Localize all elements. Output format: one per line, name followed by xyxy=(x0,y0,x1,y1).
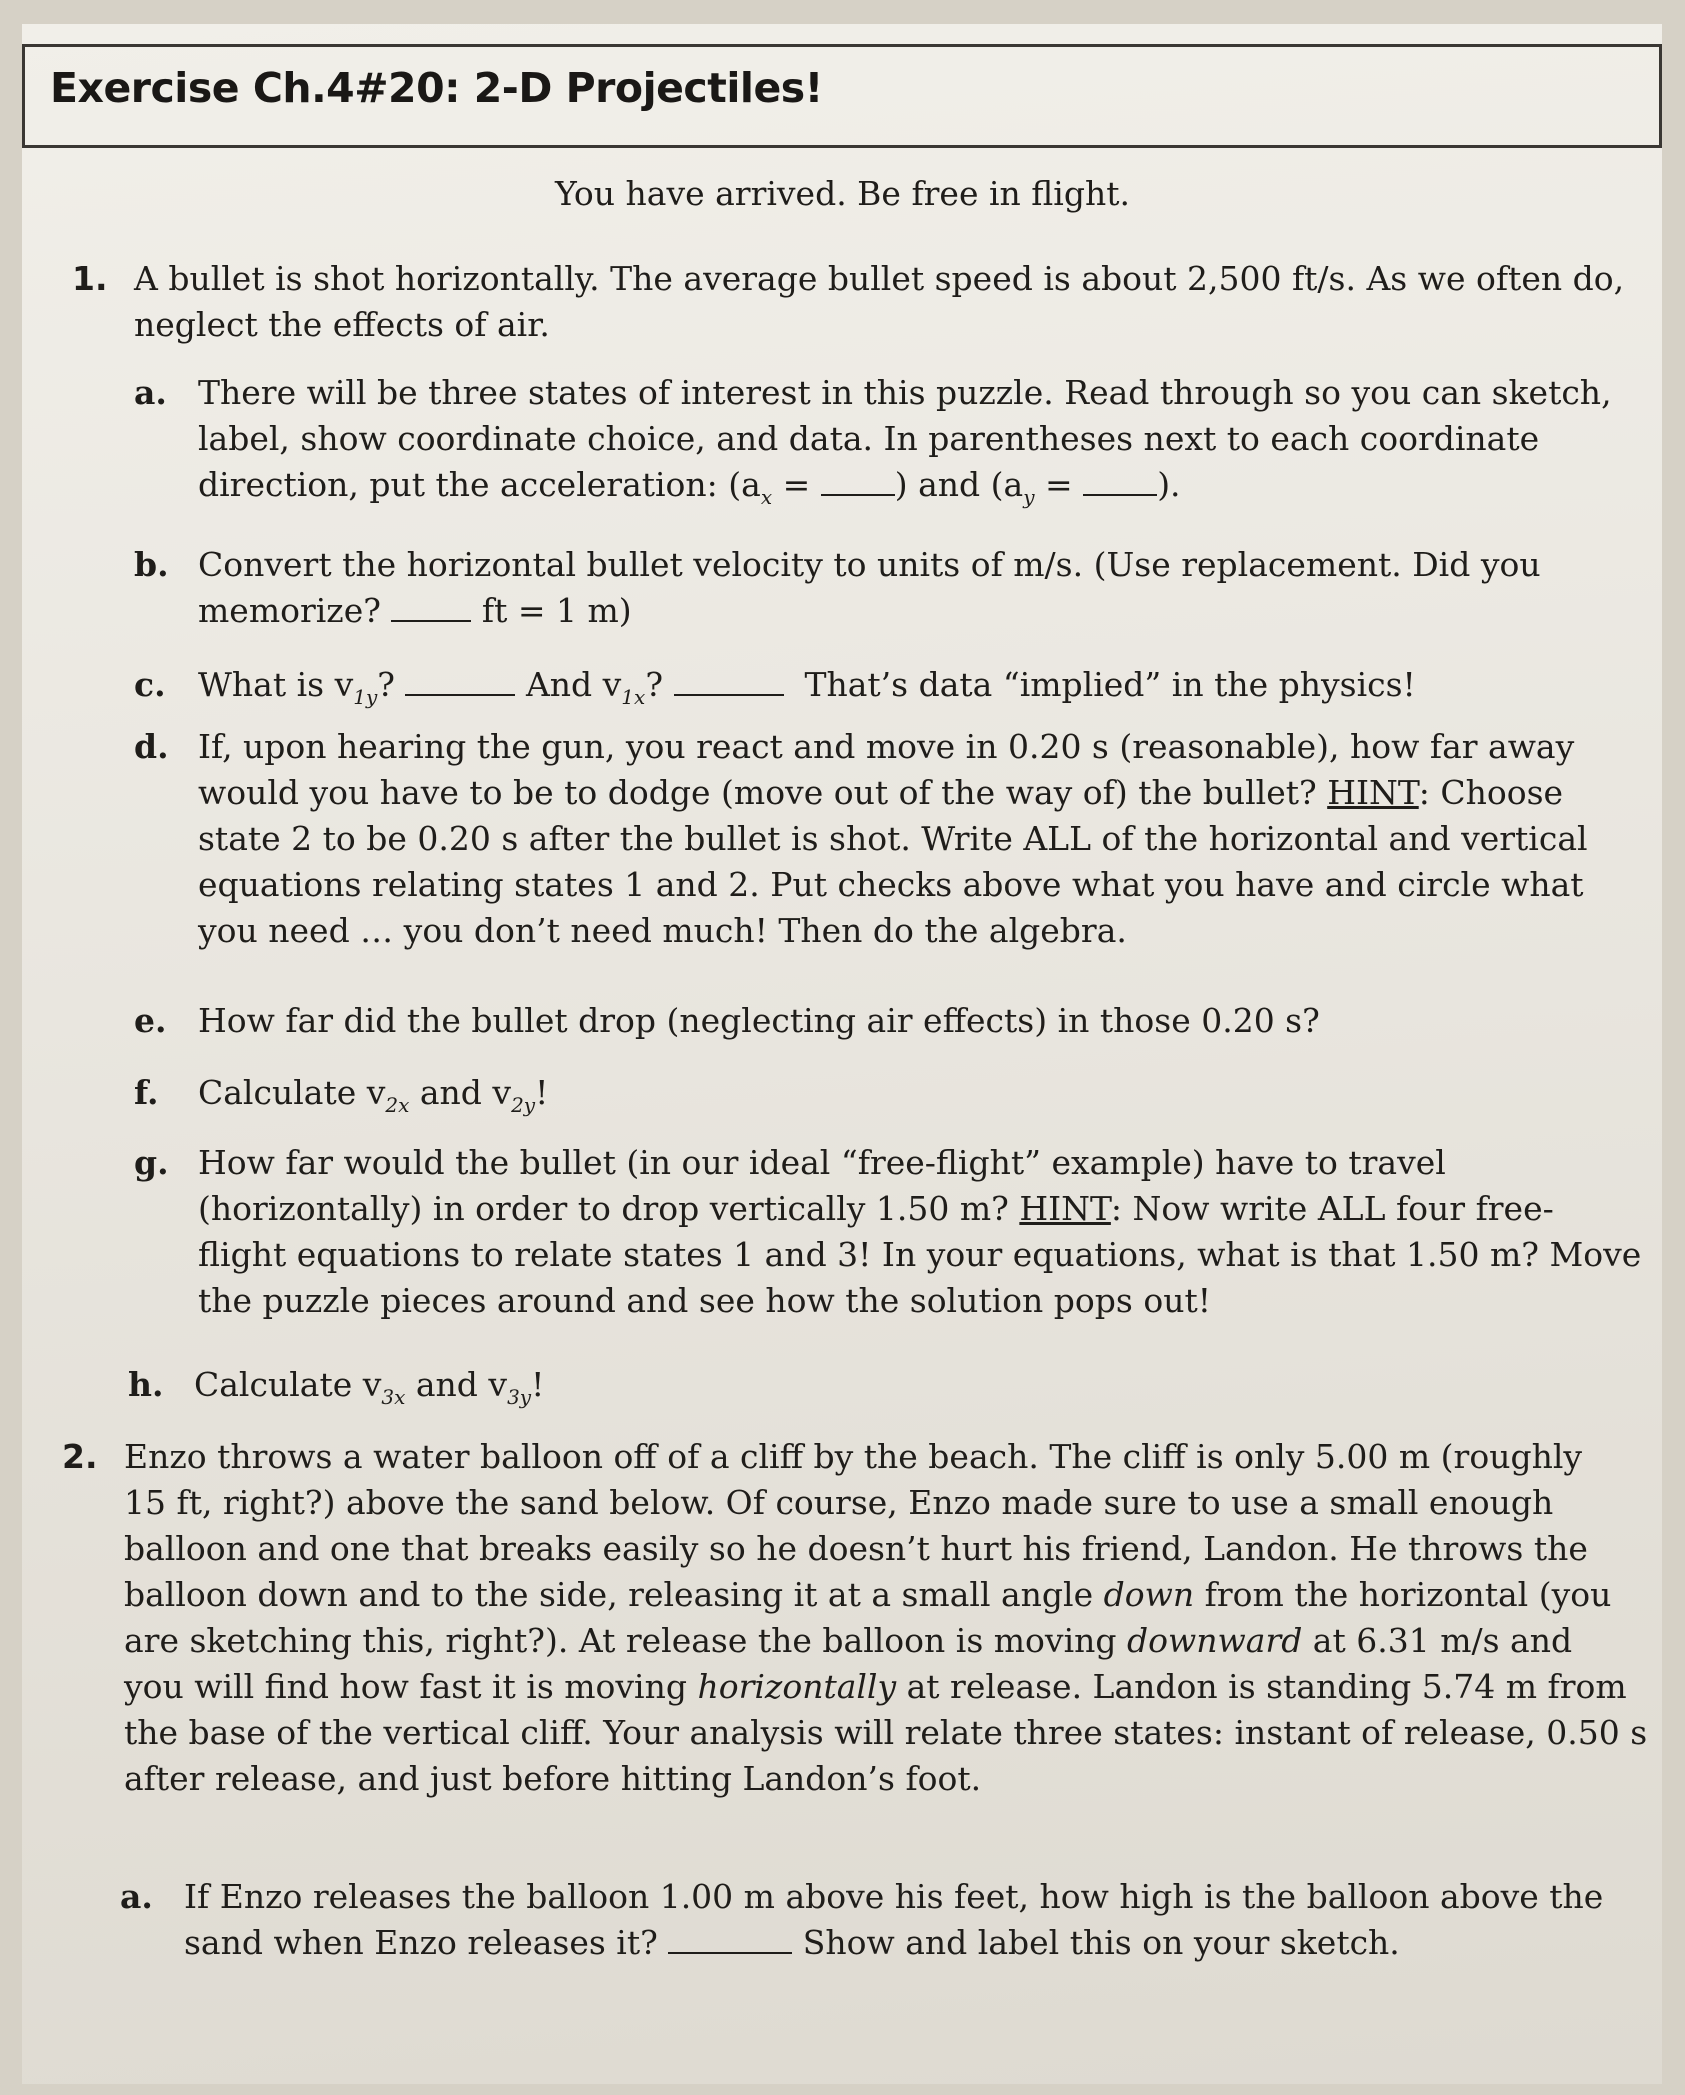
part-text: If Enzo releases the balloon 1.00 m above his feet, how high is the balloon above the xyxy=(184,1877,1604,1916)
part-text: Show and label this on your sketch. xyxy=(792,1923,1400,1962)
answer-blank[interactable] xyxy=(668,1922,792,1954)
part-text: : Now write ALL four free- xyxy=(1110,1189,1554,1228)
part-letter: b. xyxy=(134,545,169,584)
subscript: x xyxy=(760,485,773,509)
part-letter: e. xyxy=(134,1001,167,1040)
part-text: There will be three states of interest in this puzzle. Read through so you can sketch, xyxy=(198,373,1612,412)
problem-text: 15 ft, right?) above the sand below. Of course, Enzo made sure to use a small enough xyxy=(124,1483,1554,1522)
equals: = xyxy=(1034,465,1084,504)
problem-text: neglect the effects of air. xyxy=(134,305,550,344)
part-text: would you have to be to dodge (move out of the way of) the bullet? xyxy=(198,773,1328,812)
part-letter: c. xyxy=(134,665,166,704)
part-text: flight equations to relate states 1 and 3! In your equations, what is that 1.50 m? Move xyxy=(198,1235,1642,1274)
subscript: 1x xyxy=(621,685,646,709)
part-letter: a. xyxy=(134,373,167,412)
problem-number: 1. xyxy=(72,259,108,298)
part-text: ! xyxy=(531,1365,545,1404)
part-text: And v xyxy=(515,665,622,704)
problem-text: after release, and just before hitting Landon’s foot. xyxy=(124,1759,982,1798)
part-text: ) and (a xyxy=(894,465,1024,504)
answer-blank[interactable] xyxy=(1083,464,1157,496)
problem-text: are sketching this, right?). At release the balloon is moving xyxy=(124,1621,1127,1660)
question-mark: ? xyxy=(645,665,674,704)
part-text: ft = 1 m) xyxy=(471,591,632,630)
problem-text: at release. Landon is standing 5.74 m from xyxy=(896,1667,1627,1706)
part-text: Calculate v xyxy=(194,1365,382,1404)
subtitle: You have arrived. Be free in flight. xyxy=(555,174,1130,213)
part-text: How far did the bullet drop (neglecting air effects) in those 0.20 s? xyxy=(198,1001,1320,1040)
part-text: ). xyxy=(1157,465,1181,504)
part-text: If, upon hearing the gun, you react and move in 0.20 s (reasonable), how far away xyxy=(198,727,1575,766)
emphasis: downward xyxy=(1127,1621,1303,1660)
problem-number: 2. xyxy=(62,1437,98,1476)
answer-blank[interactable] xyxy=(821,464,895,496)
problem-text: Enzo throws a water balloon off of a cliff by the beach. The cliff is only 5.00 m (roughly xyxy=(124,1437,1583,1476)
subscript: 2x xyxy=(385,1093,410,1117)
part-text: : Choose xyxy=(1418,773,1564,812)
subscript: 3y xyxy=(507,1385,532,1409)
part-text: the puzzle pieces around and see how the solution pops out! xyxy=(198,1281,1211,1320)
part-text: (horizontally) in order to drop vertically 1.50 m? xyxy=(198,1189,1020,1228)
problem-text: from the horizontal (you xyxy=(1194,1575,1612,1614)
hint-label: HINT xyxy=(1019,1189,1111,1228)
part-text: ! xyxy=(535,1073,549,1112)
part-text: sand when Enzo releases it? xyxy=(184,1923,669,1962)
part-text: What is v xyxy=(198,665,354,704)
part-text: label, show coordinate choice, and data. In parentheses next to each coordinate xyxy=(198,419,1540,458)
hint-label: HINT xyxy=(1327,773,1419,812)
equals: = xyxy=(772,465,821,504)
answer-blank[interactable] xyxy=(391,590,471,622)
subscript: 3x xyxy=(381,1385,406,1409)
part-letter: d. xyxy=(134,727,169,766)
problem-text: balloon and one that breaks easily so he doesn’t hurt his friend, Landon. He throws the xyxy=(124,1529,1588,1568)
answer-blank[interactable] xyxy=(405,664,515,696)
part-text: How far would the bullet (in our ideal “free-flight” example) have to travel xyxy=(198,1143,1446,1182)
page-title: Exercise Ch.4#20: 2-D Projectiles! xyxy=(50,64,823,112)
part-text: equations relating states 1 and 2. Put checks above what you have and circle what xyxy=(198,865,1584,904)
problem-text: A bullet is shot horizontally. The average bullet speed is about 2,500 ft/s. As we often do, xyxy=(134,259,1625,298)
problem-text: at 6.31 m/s and xyxy=(1302,1621,1573,1660)
subscript: 2y xyxy=(511,1093,536,1117)
part-text: and v xyxy=(405,1365,508,1404)
part-letter: g. xyxy=(134,1143,169,1182)
problem-text: the base of the vertical cliff. Your analysis will relate three states: instant of release, 0.50 s xyxy=(124,1713,1648,1752)
part-text: That’s data “implied” in the physics! xyxy=(804,665,1416,704)
part-letter: f. xyxy=(134,1073,159,1112)
problem-text: balloon down and to the side, releasing it at a small angle xyxy=(124,1575,1104,1614)
part-text: and v xyxy=(409,1073,512,1112)
part-text: Convert the horizontal bullet velocity to units of m/s. (Use replacement. Did you xyxy=(198,545,1541,584)
question-mark: ? xyxy=(377,665,406,704)
part-text: Calculate v xyxy=(198,1073,386,1112)
part-letter: a. xyxy=(120,1877,153,1916)
part-text: state 2 to be 0.20 s after the bullet is shot. Write ALL of the horizontal and vertical xyxy=(198,819,1588,858)
subscript: y xyxy=(1023,485,1035,509)
part-text: direction, put the acceleration: (a xyxy=(198,465,761,504)
problem-text: you will find how fast it is moving xyxy=(124,1667,698,1706)
emphasis: down xyxy=(1103,1575,1195,1614)
part-text: you need … you don’t need much! Then do the algebra. xyxy=(198,911,1127,950)
part-letter: h. xyxy=(128,1365,164,1404)
emphasis: horizontally xyxy=(697,1667,897,1706)
subscript: 1y xyxy=(353,685,378,709)
answer-blank[interactable] xyxy=(674,664,784,696)
part-text: memorize? xyxy=(198,591,392,630)
